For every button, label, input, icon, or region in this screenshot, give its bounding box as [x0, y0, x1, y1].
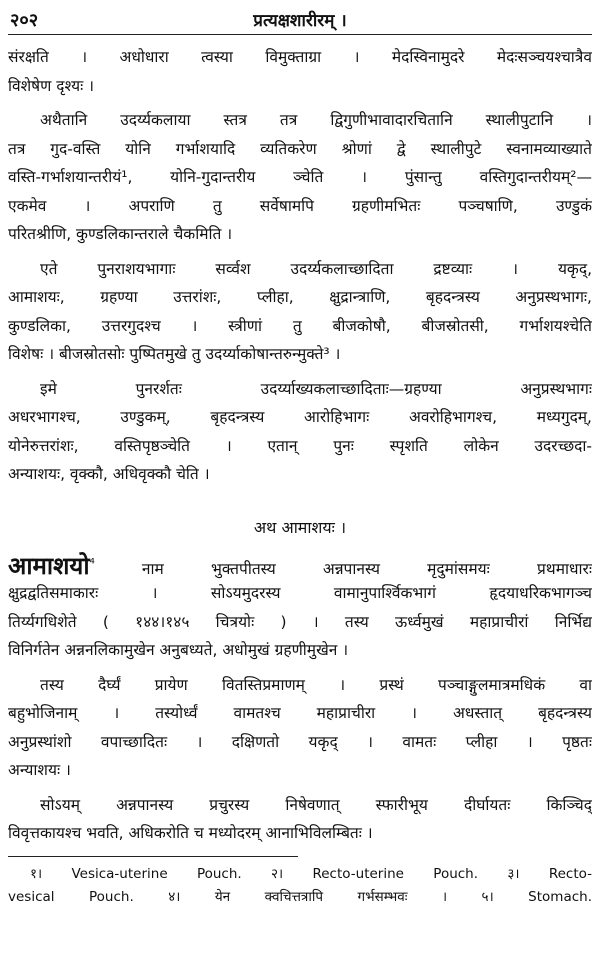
text-line: एकमेव । अपराणि तु सर्वेषामपि ग्रहणीमभितः पञ्चषाणि, उण्डुकं — [8, 196, 592, 215]
text-line: विशेषेण दृश्यः । — [8, 76, 95, 95]
paragraph-7 — [8, 791, 592, 848]
footnote-divider — [8, 856, 298, 857]
section-heading: अथ आमाशयः । — [253, 517, 347, 537]
text-line: बहुभोजिनाम् । तस्योर्ध्वं वामतश्च महाप्राचीरा । अधस्तात् बृहदन्त्रस्य — [8, 704, 592, 722]
footnote-line: १। Vesica-uterine Pouch. २। Recto-uterine Pouch. ३। Recto- — [30, 865, 592, 882]
paragraph-2 — [8, 106, 592, 249]
text-line: विशेषः । बीजस्रोतसोः पुष्पितमुखे तु उदर्य्याकोषान्तरुन्मुक्ते³ । — [8, 345, 341, 363]
text-line: अनुप्रस्थांशो वपाच्छादितः । दक्षिणतो यकृद् । वामतः प्लीहा । पृष्ठतः — [8, 732, 592, 751]
paragraph-4 — [8, 375, 592, 489]
text-fragment: नाम भुक्तपीतस्य अन्नपानस्य मृदुमांसमयः प्रथमाधारः — [94, 559, 592, 578]
paragraph-1 — [8, 43, 592, 100]
text-line: अन्याशयः । — [8, 761, 71, 779]
footnotes — [8, 863, 592, 909]
running-title: प्रत्यक्षशारीरम् । — [253, 11, 347, 31]
text-line: अधरभागश्च, उण्डुकम्, बृहदन्त्रस्य आरोहिभागः अवरोहिभागश्च, मध्यगुदम्, — [8, 408, 592, 426]
text-line: क्षुद्रद्वतिसमाकारः । सोऽयमुदरस्य वामानुपार्श्विकभागं हृदयाधरिकभागञ्च — [8, 584, 592, 602]
text-line — [8, 551, 592, 580]
paragraph-6 — [8, 671, 592, 785]
text-line: विवृत्तकायश्च भवति, अधिकरोति च मध्योदरम् आनाभिविलम्बितः । — [8, 824, 373, 842]
text-line: वस्ति-गर्भाशयान्तरीयं¹, योनि-गुदान्तरीय ञ्चेति । पुंसान्तु वस्तिगुदान्तरीयम्²— — [8, 168, 592, 186]
text-line: संरक्षति । अधोधारा त्वस्या विमुक्ताग्रा । मेदस्विनामुदरे मेदःसञ्चयश्चात्रैव — [8, 48, 592, 66]
text-line: अथैतानि उदर्य्यकलाया स्तत्र तत्र द्विगुणीभावादारचितानि स्थालीपुटानि । — [40, 111, 592, 129]
lead-word: आमाशयो — [8, 551, 90, 579]
text-line: परितश्रीणि, कुण्डलिकान्तराले चैकमिति । — [8, 225, 233, 243]
text-line: अन्याशयः, वृक्कौ, अधिवृक्कौ चेति । — [8, 465, 210, 483]
page-number: २०२ — [10, 10, 39, 31]
text-line: तत्र गुद-वस्ति योनि गर्भाशयादि व्यतिकरेण श्रोणां द्वे स्थालीपुटे स्वनामव्याख्याते — [8, 139, 592, 158]
page-header — [8, 4, 592, 35]
text-line: तस्य दैर्घ्यं प्रायेण वितस्तिप्रमाणम् । प्रस्थं पञ्चाङ्गुलमात्रमधिकं वा — [40, 675, 592, 694]
text-line: सोऽयम् अन्नपानस्य प्रचुरस्य निषेवणात् स्फारीभूय दीर्घायतः किञ्चिद् — [40, 795, 592, 814]
footnote-marker: ⁴ — [89, 556, 95, 572]
text-line: योनेरुत्तरांशः, वस्तिपृष्ठञ्चेति । एतान् पुनः स्पृशति लोकेन उदरच्छदा- — [8, 436, 592, 455]
text-line: इमे पुनरर्शतः उदर्य्याख्यकलाच्छादिताः—ग्रहण्या अनुप्रस्थभागः — [40, 379, 592, 398]
footnote-line: vesical Pouch. ४। येन क्वचित्तत्रापि गर्भसम्भवः । ५। Stomach. — [8, 888, 592, 905]
paragraph-amashaya — [8, 551, 592, 665]
paragraph-3 — [8, 255, 592, 369]
text-line: विनिर्गतेन अन्ननलिकामुखेन अनुबध्यते, अधोमुखं ग्रहणीमुखेन । — [8, 641, 349, 659]
text-line: कुण्डलिका, उत्तरगुदश्च । स्त्रीणां तु बीजकोषौ, बीजस्रोतसी, गर्भाशयश्चेति — [8, 316, 592, 335]
text-line: एते पुनराशयभागाः सर्व्वश उदर्य्यकलाच्छादिता द्रष्टव्याः । यकृद्, — [40, 259, 592, 278]
text-line: तिर्य्यगधिशेते ( १४४।१४५ चित्रयोः ) । तस्य ऊर्ध्वमुखं महाप्राचीरां निर्भिद्य — [8, 612, 592, 631]
text-line: आमाशयः, ग्रहण्या उत्तरांशः, प्लीहा, क्षुद्रान्त्राणि, बृहदन्त्रस्य अनुप्रस्थभागः, — [8, 288, 592, 306]
